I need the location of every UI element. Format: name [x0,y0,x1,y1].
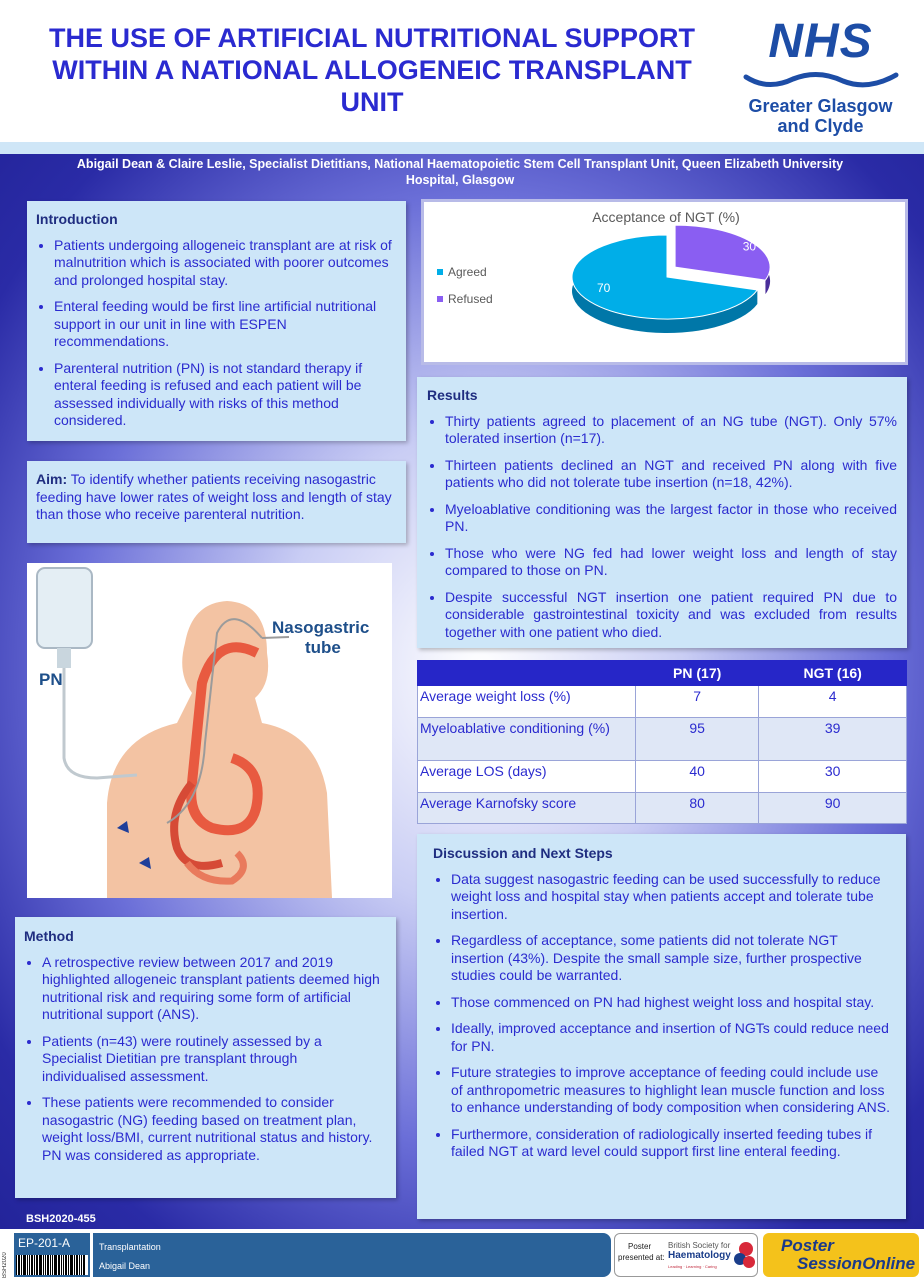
barcode-icon [16,1255,88,1275]
method-bullet: • These patients were recommended to consider nasogastric (NG) feeding based on treatment plan, weight loss/BMI, current nutritional status and history. PN was considered as appropriate. [42,1094,384,1164]
nhs-logo-text: NHS [768,15,873,68]
table-cell: 40 [636,761,759,793]
authors-line: Abigail Dean & Claire Leslie, Specialist Dietitians, National Haematopoietic Stem Cell Transplant Unit, Queen Elizabeth University Hospital, Glasgow [76,157,844,187]
tube-label-1: Nasogastric [272,618,370,637]
footer-author: Abigail Dean [99,1261,151,1271]
presented-text-1: Poster [628,1242,652,1251]
results-bullet: • Myeloablative conditioning was the largest factor in those who received PN. [445,501,897,536]
results-bullet: • Those who were NG fed had lower weight loss and length of stay compared to those on PN. [445,545,897,580]
table-header-row [418,661,907,686]
pie-data-label: 30 [742,239,757,254]
bsh-logo-icon [732,1240,756,1270]
table-cell: Average Karnofsky score [418,793,636,824]
pie-data-label: 70 [597,281,611,295]
table-cell: 30 [759,761,907,793]
ep-code-panel[interactable] [14,1233,90,1277]
nhs-logo-subtitle-1: Greater Glasgow [748,96,893,116]
ps-brand-2: SessionOnline [797,1254,916,1273]
poster-code: BSH2020-455 [26,1213,96,1225]
acceptance-chart [421,199,908,365]
presented-text-2: presented at: [618,1253,665,1262]
introduction-box [27,201,406,441]
method-bullet: • A retrospective review between 2017 and 2019 highlighted allogeneic transplant patients deemed high nutritional risk and requiring some form of artificial nutritional support (ANS). [42,954,384,1024]
introduction-bullet: • Enteral feeding would be first line artificial nutritional support in our unit in line with ESPEN recommendations. [54,298,394,351]
nhs-logo-subtitle-2: and Clyde [777,116,864,136]
nhs-logo [738,14,903,136]
table-header-cell: NGT (16) [759,661,907,686]
table-cell: 39 [759,718,907,761]
table-header-cell [418,661,636,686]
pie-chart-svg [424,202,905,362]
discussion-bullet: • Furthermore, consideration of radiologically inserted feeding tubes if failed NGT at ward level could support first line enteral feeding. [451,1126,892,1161]
discussion-box [417,834,906,1219]
introduction-bullet: • Patients undergoing allogeneic transplant are at risk of malnutrition which is associated with poorer outcomes and prolonged hospital stay. [54,237,394,290]
discussion-bullet: • Those commenced on PN had highest weight loss and hospital stay. [451,994,892,1012]
method-box [15,917,396,1198]
table-cell: 80 [636,793,759,824]
anatomy-illustration [27,563,392,898]
discussion-bullet: • Ideally, improved acceptance and insertion of NGTs could reduce need for PN. [451,1020,892,1055]
aim-text: To identify whether patients receiving nasogastric feeding have lower rates of weight loss and length of stay than those who receive parenteral nutrition. [36,471,392,522]
table-cell: 95 [636,718,759,761]
method-heading: Method [24,928,74,944]
bsh-tagline: Leading · Learning · Caring [668,1264,717,1269]
discussion-bullet: • Regardless of acceptance, some patients did not tolerate NGT insertion (43%). Despite the small sample size, further prospective studies could be warranted. [451,932,892,985]
introduction-bullet: • Parenteral nutrition (PN) is not standard therapy if enteral feeding is refused and each patient will be assessed individually with risks of this method considered. [54,360,394,430]
footer-category: Transplantation [99,1242,161,1252]
table-cell: 4 [759,686,907,718]
tube-label-2: tube [305,638,341,657]
results-table [417,660,907,824]
nasogastric-figure [27,563,392,898]
discussion-bullet: • Future strategies to improve acceptance of feeding could include use of anthropometric measures to highlight lean muscle function and loss to enhance understanding of body composition when considering ANS. [451,1064,892,1117]
method-bullet: • Patients (n=43) were routinely assessed by a Specialist Dietitian pre transplant through individualised assessment. [42,1033,384,1086]
table-cell: Average weight loss (%) [418,686,636,718]
results-bullet: • Thirty patients agreed to placement of an NG tube (NGT). Only 57% tolerated insertion (n=17). [445,413,897,448]
ps-brand-1: Poster [781,1236,834,1255]
legend-swatch [437,296,443,302]
header-divider [0,142,924,154]
bsh-logo-panel[interactable] [614,1233,758,1277]
table-row [418,793,907,824]
bsh-name-2: Haematology [668,1250,731,1261]
results-bullet: • Despite successful NGT insertion one patient required PN due to considerable gastrointestinal toxicity and was excluded from results together with one patient who died. [445,589,897,642]
introduction-heading: Introduction [36,211,118,227]
legend-label: Agreed [448,265,487,279]
ep-code: EP-201-A [18,1236,71,1250]
results-box [417,377,907,648]
table-row [418,761,907,793]
poster-session-online-logo[interactable] [763,1233,919,1277]
table-row [418,686,907,718]
legend-label: Refused [448,292,493,306]
aim-box [27,461,406,543]
table-cell: 7 [636,686,759,718]
table-cell: Myeloablative conditioning (%) [418,718,636,761]
pn-label: PN [39,670,63,689]
table-row [418,718,907,761]
footer-info-strip [93,1233,611,1277]
table-header-cell: PN (17) [636,661,759,686]
discussion-heading: Discussion and Next Steps [433,845,613,861]
aim-label: Aim: [36,471,68,487]
results-bullet: • Thirteen patients declined an NGT and received PN along with five patients who did not tolerate tube insertion (n=18, 42%). [445,457,897,492]
discussion-bullet: • Data suggest nasogastric feeding can be used successfully to reduce weight loss and hospital stay when patients accept and tolerate tube insertion. [451,871,892,924]
bsh-name-1: British Society for [668,1241,731,1250]
poster-title: THE USE OF ARTIFICIAL NUTRITIONAL SUPPORT WITHIN A NATIONAL ALLOGENEIC TRANSPLANT UNIT [48,23,695,117]
wave-icon [738,69,903,91]
chart-title: Acceptance of NGT (%) [592,209,740,225]
footer-vertical-text: BSH2020 [2,1252,8,1278]
table-cell: 90 [759,793,907,824]
legend-swatch [437,269,443,275]
table-cell: Average LOS (days) [418,761,636,793]
results-heading: Results [427,387,478,403]
